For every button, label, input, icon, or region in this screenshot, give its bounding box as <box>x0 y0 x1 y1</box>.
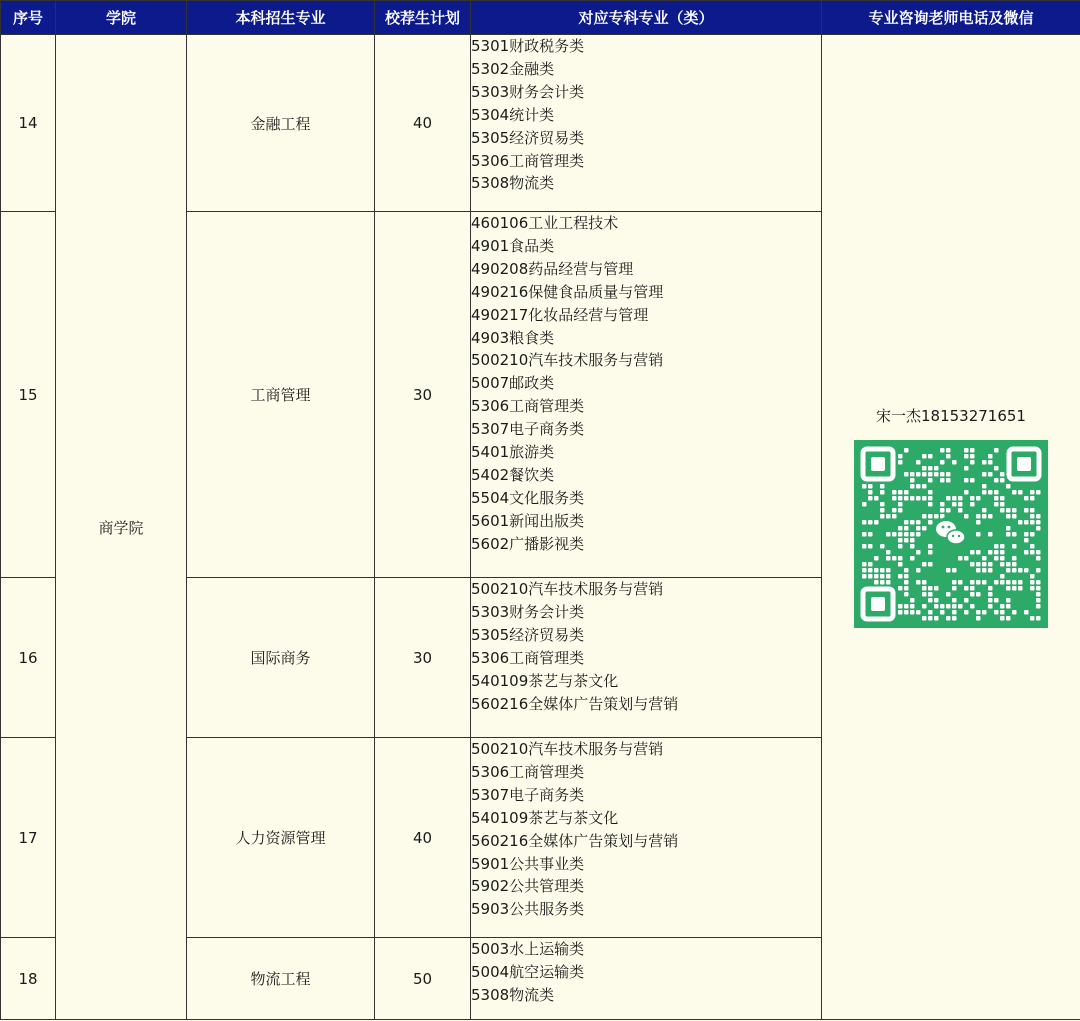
header-related: 对应专科专业（类） <box>471 1 822 35</box>
related-item: 5307电子商务类 <box>471 420 585 439</box>
related-item: 5902公共管理类 <box>471 877 585 896</box>
contact-phone: 宋一杰18153271651 <box>876 406 1026 425</box>
related-item: 490208药品经营与管理 <box>471 259 634 278</box>
related-item: 540109茶艺与茶文化 <box>471 808 619 827</box>
related-item: 560216全媒体广告策划与营销 <box>471 831 679 850</box>
related-item: 5004航空运输类 <box>471 962 585 981</box>
table-header-row <box>1 1 1080 35</box>
related-item: 5301财政税务类 <box>471 37 585 55</box>
row-related-list <box>471 35 822 212</box>
row-plan: 30 <box>375 212 471 578</box>
row-plan: 40 <box>375 738 471 938</box>
row-index: 15 <box>1 212 56 578</box>
header-index: 序号 <box>1 1 56 35</box>
row-related-list <box>471 938 822 1020</box>
related-item: 5402餐饮类 <box>471 465 555 484</box>
related-item: 5903公共服务类 <box>471 900 585 919</box>
related-item: 5602广播影视类 <box>471 534 585 553</box>
related-item: 4901食品类 <box>471 236 555 255</box>
row-major: 人力资源管理 <box>187 738 375 938</box>
related-item: 5504文化服务类 <box>471 488 585 507</box>
row-major: 国际商务 <box>187 578 375 738</box>
related-item: 5302金融类 <box>471 59 555 78</box>
row-major: 金融工程 <box>187 35 375 212</box>
related-item: 5003水上运输类 <box>471 940 585 958</box>
row-plan: 30 <box>375 578 471 738</box>
wechat-qr-code-icon <box>854 440 1048 628</box>
related-item: 5401旅游类 <box>471 443 555 462</box>
header-college: 学院 <box>56 1 187 35</box>
related-item: 5303财务会计类 <box>471 82 585 101</box>
related-item: 500210汽车技术服务与营销 <box>471 351 664 370</box>
related-item: 5601新闻出版类 <box>471 511 585 530</box>
related-item: 5901公共事业类 <box>471 854 585 873</box>
contact-cell <box>822 35 1080 1020</box>
related-item: 560216全媒体广告策划与营销 <box>471 694 679 713</box>
related-item: 5007邮政类 <box>471 374 555 393</box>
related-item: 5304统计类 <box>471 105 555 124</box>
row-major: 工商管理 <box>187 212 375 578</box>
related-item: 5305经济贸易类 <box>471 128 585 147</box>
related-item: 460106工业工程技术 <box>471 214 619 232</box>
row-related-list <box>471 738 822 938</box>
header-major: 本科招生专业 <box>187 1 375 35</box>
row-major: 物流工程 <box>187 938 375 1020</box>
row-plan: 50 <box>375 938 471 1020</box>
table-row <box>1 35 1080 212</box>
related-item: 5306工商管理类 <box>471 762 585 781</box>
row-index: 14 <box>1 35 56 212</box>
row-related-list <box>471 578 822 738</box>
row-related-list <box>471 212 822 578</box>
related-item: 5305经济贸易类 <box>471 625 585 644</box>
row-plan: 40 <box>375 35 471 212</box>
related-item: 5306工商管理类 <box>471 397 585 416</box>
related-item: 540109茶艺与茶文化 <box>471 671 619 690</box>
related-item: 5303财务会计类 <box>471 602 585 621</box>
related-item: 500210汽车技术服务与营销 <box>471 740 664 758</box>
related-item: 5308物流类 <box>471 985 555 1004</box>
related-item: 5306工商管理类 <box>471 648 585 667</box>
row-index: 16 <box>1 578 56 738</box>
related-item: 5308物流类 <box>471 174 555 193</box>
college-cell: 商学院 <box>56 35 187 1020</box>
related-item: 4903粮食类 <box>471 328 555 347</box>
related-item: 490216保健食品质量与管理 <box>471 282 664 301</box>
header-plan: 校荐生计划 <box>375 1 471 35</box>
header-contact: 专业咨询老师电话及微信 <box>822 1 1080 35</box>
row-index: 17 <box>1 738 56 938</box>
related-item: 490217化妆品经营与管理 <box>471 305 649 324</box>
related-item: 5306工商管理类 <box>471 151 585 170</box>
related-item: 5307电子商务类 <box>471 785 585 804</box>
row-index: 18 <box>1 938 56 1020</box>
related-item: 500210汽车技术服务与营销 <box>471 580 664 598</box>
